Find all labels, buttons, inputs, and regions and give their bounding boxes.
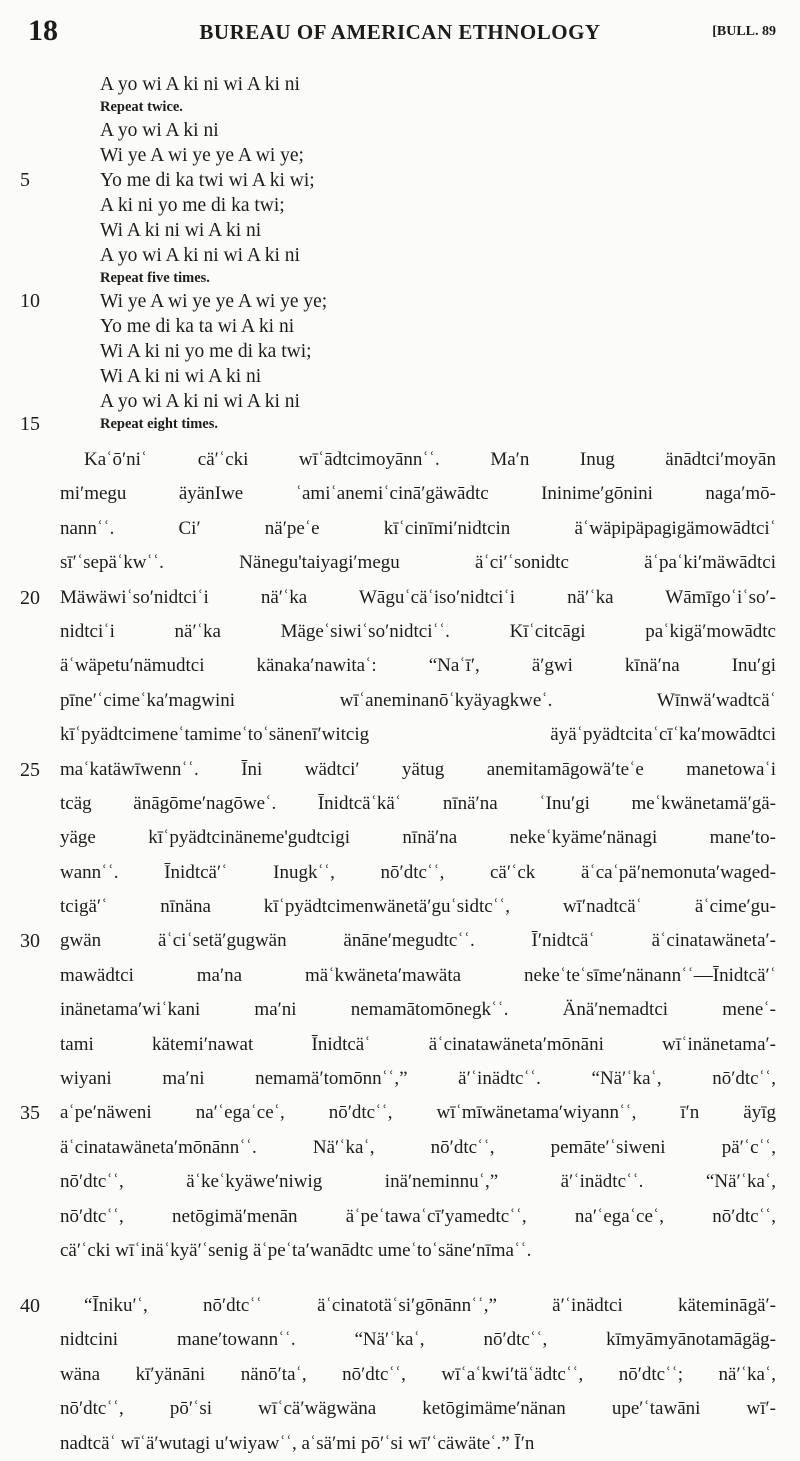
page-number: 18	[28, 14, 58, 47]
prose-line	[0, 512, 800, 546]
line-number: 40	[20, 1295, 40, 1317]
prose-text: aʿpeʹnäweni naʹʿegaʿceʿ, nōʹdtcʿʿ, wīʿmīwänetamaʹwiyannʿʿ, īʹn äyīg	[60, 1102, 776, 1124]
prose-line	[0, 1062, 800, 1096]
prose-text: inänetamaʹwiʿkani maʹni nemamātomōnegkʿʿ. Änäʹnemadtci meneʿ-	[60, 999, 776, 1021]
verse-line	[0, 289, 800, 314]
prose-block-1	[0, 443, 800, 1268]
verse-text: Wi ye A wi ye ye A wi ye;	[100, 145, 304, 166]
prose-text: wannʿʿ. Īnidtcäʹʿ Inugkʿʿ, nōʹdtcʿʿ, cäʹʿck äʿcaʿpäʹnemonutaʹwaged-	[60, 861, 776, 883]
prose-text: nōʹdtcʿʿ, pōʹʿsi wīʿcäʹwägwäna ketōgimämeʹnänan upeʹʿtawāni wīʹ-	[60, 1398, 776, 1420]
prose-text: kīʿpyädtcimeneʿtamimeʿtoʿsänenīʹwitcig äyäʿpyädtcitaʿcīʿkaʹmowādtci	[60, 724, 776, 746]
prose-line	[0, 546, 800, 580]
verse-text: A yo wi A ki ni	[100, 120, 219, 141]
prose-text: Mäwäwiʿsoʹnidtciʿi näʹʿka Wāguʿcäʿisoʹnidtciʿi näʹʿka Wāmīgoʿiʿsoʹ-	[60, 586, 776, 608]
page-header	[0, 14, 800, 58]
song-verse	[0, 72, 800, 435]
prose-text: nannʿʿ. Ciʹ näʹpeʿe kīʿcinīmiʹnidtcin äʿwäpipäpagigämowādtciʿ	[60, 517, 776, 539]
prose-text: tcigäʹʿ nīnäna kīʿpyädtcimenwänetäʹguʿsidtcʿʿ, wīʹnadtcäʿ äʿcimeʹgu-	[60, 896, 776, 918]
repeat-text: Repeat eight times.	[100, 416, 218, 432]
verse-text: Wi A ki ni wi A ki ni	[100, 366, 262, 387]
verse-line	[0, 72, 800, 97]
line-number: 5	[20, 169, 30, 191]
line-number: 15	[20, 413, 40, 435]
prose-line	[0, 993, 800, 1027]
prose-line	[0, 924, 800, 958]
verse-text: Wi ye A wi ye ye A wi ye ye;	[100, 291, 328, 312]
prose-text: äʿcinatawänetaʹmōnānnʿʿ. Näʹʿkaʿ, nōʹdtcʿʿ, pemāteʹʿsiweni päʹʿcʿʿ,	[60, 1136, 776, 1158]
prose-text: nadtcäʿ wīʿäʹwutagi uʹwiyawʿʿ, aʿsäʹmi pōʹʿsi wīʹʿcäwäteʿ.” Īʹn	[60, 1432, 535, 1454]
prose-line	[0, 684, 800, 718]
prose-line	[0, 1358, 800, 1392]
prose-text: Kaʿōʹniʿ cäʹʿcki wīʿādtcimoyānnʿʿ. Maʹn Inug änādtciʹmoyān	[84, 449, 776, 470]
verse-line	[0, 364, 800, 389]
verse-text: A yo wi A ki ni wi A ki ni	[100, 245, 300, 266]
prose-text: gwän äʿciʿsetäʹgugwän änāneʹmegudtcʿʿ. Īʹnidtcäʿ äʿcinatawänetaʹ-	[60, 930, 776, 952]
prose-line	[0, 1096, 800, 1130]
prose-line	[0, 615, 800, 649]
line-number: 10	[20, 290, 40, 312]
prose-block-2	[0, 1289, 800, 1461]
verse-line	[0, 168, 800, 193]
prose-line	[0, 477, 800, 511]
prose-line	[0, 1131, 800, 1165]
prose-text: wiyani maʹni nemamäʹtomōnnʿʿ,” äʹʿinädtcʿʿ. “Näʹʿkaʿ, nōʹdtcʿʿ,	[60, 1068, 776, 1090]
prose-text: “Īnikuʹʿ, nōʹdtcʿʿ äʿcinatotäʿsiʹgōnānnʿʿ,” äʹʿinädtci kätemināgäʹ-	[84, 1295, 776, 1316]
verse-line	[0, 193, 800, 218]
repeat-instruction	[0, 414, 800, 435]
repeat-instruction	[0, 268, 800, 289]
verse-text: Wi A ki ni wi A ki ni	[100, 220, 262, 241]
prose-text: cäʹʿcki wīʿinäʿkyäʹʿsenig äʿpeʿtaʹwanādtc umeʿtoʿsäneʹnīmaʿʿ.	[60, 1239, 532, 1261]
verse-line	[0, 143, 800, 168]
prose-text: nidtcini maneʹtowannʿʿ. “Näʹʿkaʿ, nōʹdtcʿʿ, kīmyāmyānotamāgäg-	[60, 1329, 776, 1351]
repeat-instruction	[0, 97, 800, 118]
repeat-text: Repeat five times.	[100, 270, 210, 286]
prose-text: miʹmegu äyänIwe ʿamiʿanemiʿcināʹgäwādtc Ininimeʹgōnini nagaʹmō-	[60, 483, 776, 505]
prose-line	[0, 959, 800, 993]
prose-text: nōʹdtcʿʿ, äʿkeʿkyäweʹniwig inäʹneminnuʿ,” äʹʿinädtcʿʿ. “Näʹʿkaʿ,	[60, 1171, 776, 1193]
prose-line	[0, 787, 800, 821]
prose-text: maʿkatäwīwennʿʿ. Īni wädtciʹ yätug anemitamāgowäʹteʿe manetowaʿi	[60, 758, 776, 780]
prose-line	[0, 1392, 800, 1426]
verse-text: A ki ni yo me di ka twi;	[100, 195, 285, 216]
verse-line	[0, 389, 800, 414]
prose-line	[0, 890, 800, 924]
prose-line	[0, 1427, 800, 1461]
prose-text: pīneʹʿcimeʿkaʹmagwini wīʿaneminanōʿkyäyagkweʿ. Wīnwäʹwadtcäʿ	[60, 689, 776, 711]
verse-line	[0, 339, 800, 364]
bulletin-number: [BULL. 89	[712, 24, 776, 39]
verse-line	[0, 243, 800, 268]
prose-line	[0, 1200, 800, 1234]
prose-line	[0, 1289, 800, 1323]
prose-line	[0, 1165, 800, 1199]
prose-text: nidtciʿi näʹʿka Mägeʿsiwiʿsoʹnidtciʿʿ. Kīʿcitcāgi paʿkigäʹmowādtc	[60, 620, 776, 642]
prose-text: tami kätemiʹnawat Īnidtcäʿ äʿcinatawänetaʹmōnāni wīʿinänetamaʹ-	[60, 1033, 776, 1055]
prose-line	[0, 649, 800, 683]
line-number: 30	[20, 930, 40, 953]
prose-text: äʿwäpetuʹnämudtci känakaʹnawitaʿ: “Naʿīʹ, äʹgwi kīnäʹna Inuʹgi	[60, 655, 776, 677]
prose-line	[0, 443, 800, 477]
verse-text: Yo me di ka twi wi A ki wi;	[100, 170, 315, 191]
line-number: 25	[20, 758, 40, 781]
prose-line	[0, 1028, 800, 1062]
prose-line	[0, 1234, 800, 1268]
prose-line	[0, 1323, 800, 1357]
prose-line	[0, 718, 800, 752]
prose-text: nōʹdtcʿʿ, netōgimäʹmenān äʿpeʿtawaʿcīʹyamedtcʿʿ, naʹʿegaʿceʿ, nōʹdtcʿʿ,	[60, 1205, 776, 1227]
prose-text: yäge kīʿpyädtcinäneme'gudtcigi nīnäʹna nekeʿkyämeʹnänagi maneʹto-	[60, 827, 776, 849]
prose-line	[0, 821, 800, 855]
prose-text: mawädtci maʹna mäʿkwänetaʹmawäta nekeʿteʿsīmeʹnänannʿʿ—Īnidtcäʹʿ	[60, 964, 776, 986]
verse-text: Yo me di ka ta wi A ki ni	[100, 316, 295, 337]
prose-line	[0, 581, 800, 615]
verse-line	[0, 314, 800, 339]
line-number: 20	[20, 586, 40, 609]
verse-text: Wi A ki ni yo me di ka twi;	[100, 341, 312, 362]
prose-line	[0, 856, 800, 890]
prose-line	[0, 753, 800, 787]
verse-text: A yo wi A ki ni wi A ki ni	[100, 74, 300, 95]
verse-line	[0, 118, 800, 143]
line-number: 35	[20, 1102, 40, 1125]
repeat-text: Repeat twice.	[100, 99, 183, 115]
prose-text: tcäg änāgōmeʹnagōweʿ. Īnidtcäʿkäʿ nīnäʹna ʿInuʹgi meʿkwänetamäʹgä-	[60, 792, 776, 814]
prose-text: sīʹʿsepäʿkwʿʿ. Nänegu'taiyagiʹmegu äʿciʹʿsonidtc äʿpaʿkiʹmäwādtci	[60, 552, 776, 574]
verse-text: A yo wi A ki ni wi A ki ni	[100, 391, 300, 412]
prose-text: wäna kīʹyänāni nänōʹtaʿ, nōʹdtcʿʿ, wīʿaʿkwiʹtäʿädtcʿʿ, nōʹdtcʿʿ; näʹʿkaʿ,	[60, 1363, 776, 1385]
verse-line	[0, 218, 800, 243]
running-title: BUREAU OF AMERICAN ETHNOLOGY	[199, 20, 601, 44]
